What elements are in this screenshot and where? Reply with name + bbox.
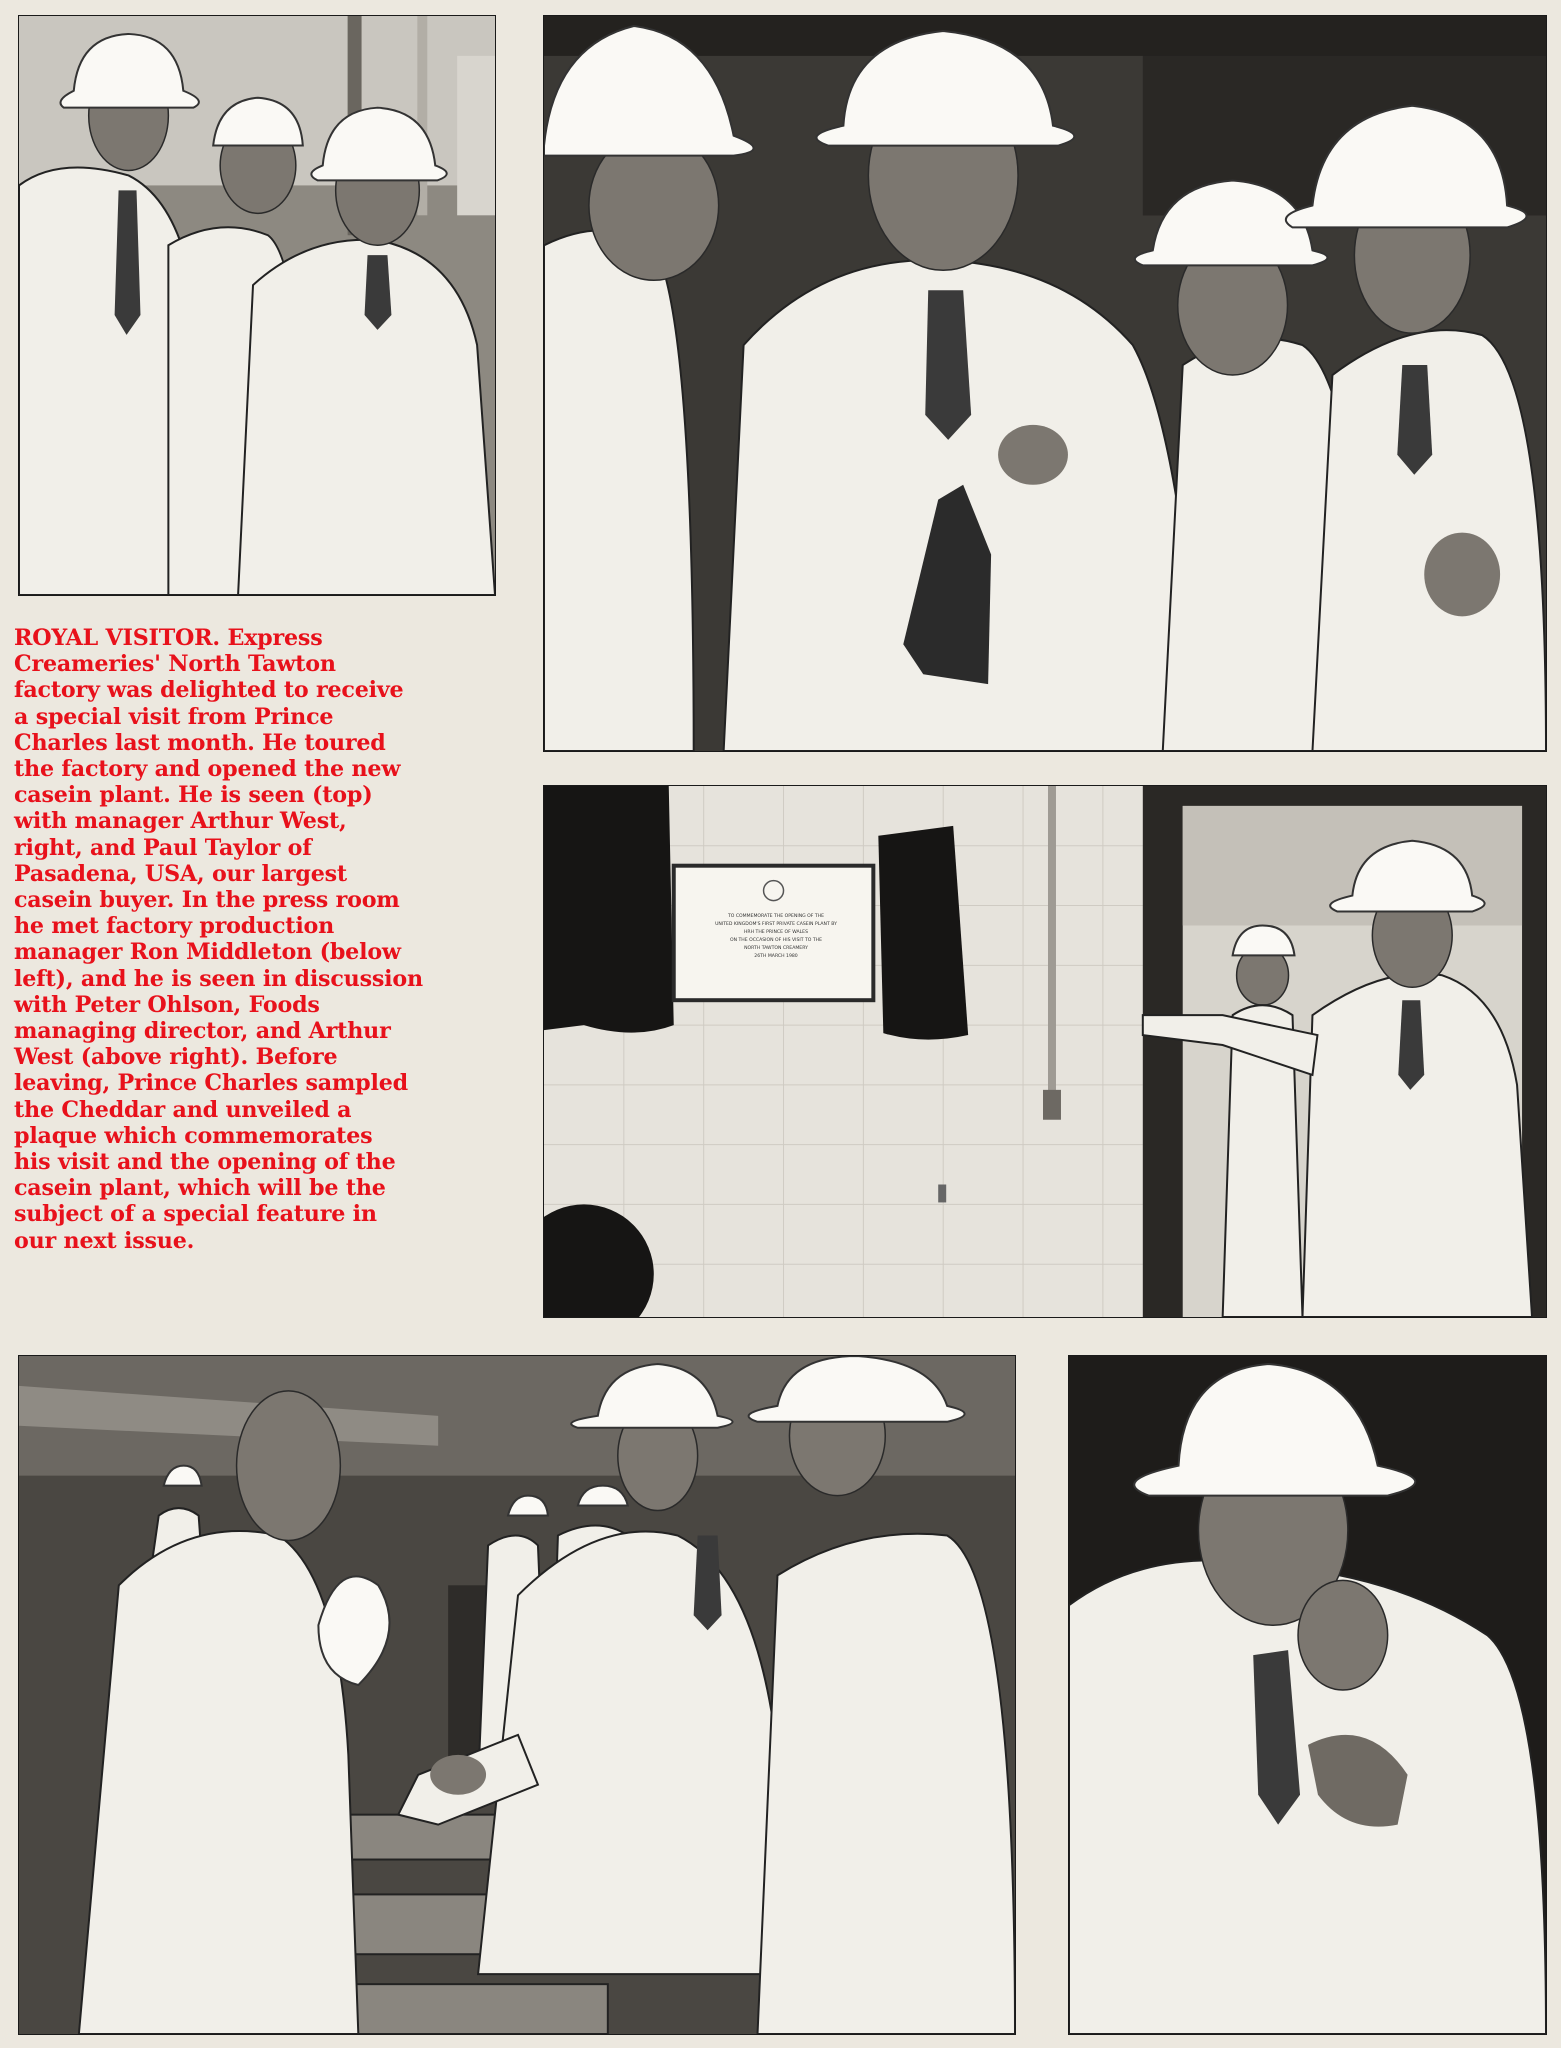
photo-top-right-discussion	[543, 15, 1547, 752]
plaque-line: 26TH MARCH 1980	[754, 954, 798, 959]
plaque-line: NORTH TAWTON CREAMERY	[744, 946, 808, 951]
plaque-text	[692, 913, 860, 961]
photo-sampling-cheddar	[1068, 1355, 1547, 2035]
plaque-line: ON THE OCCASION OF HIS VISIT TO THE	[729, 938, 823, 943]
caption-royal-visitor: ROYAL VISITOR. Express Creameries' North Tawton factory was delighted to receive a special visit from Prince Charles last month. He toured the factory and opened the new casein plant. He is seen (top) with manager Arthur West, right, and Paul Taylor of Pasadena, USA, our largest casein buyer. In the press room he met factory production manager Ron Middleton (below left), and he is seen in discussion with Peter Ohlson, Foods managing director, and Arthur West (above right). Before leaving, Prince Charles sampled the Cheddar and unveiled a plaque which commemorates his visit and the opening of the casein plant, which will be the subject of a special feature in our next issue.	[14, 625, 423, 1254]
photo-handshake-press-room	[18, 1355, 1016, 2035]
photo-plaque-unveiling	[543, 785, 1547, 1318]
plaque-line: HRH THE PRINCE OF WALES	[743, 930, 809, 935]
photo-top-left-group	[18, 15, 496, 596]
plaque-line: UNITED KINGDOM'S FIRST PRIVATE CASEIN PLANT BY	[715, 922, 837, 927]
plaque-line: TO COMMEMORATE THE OPENING OF THE	[727, 914, 825, 919]
